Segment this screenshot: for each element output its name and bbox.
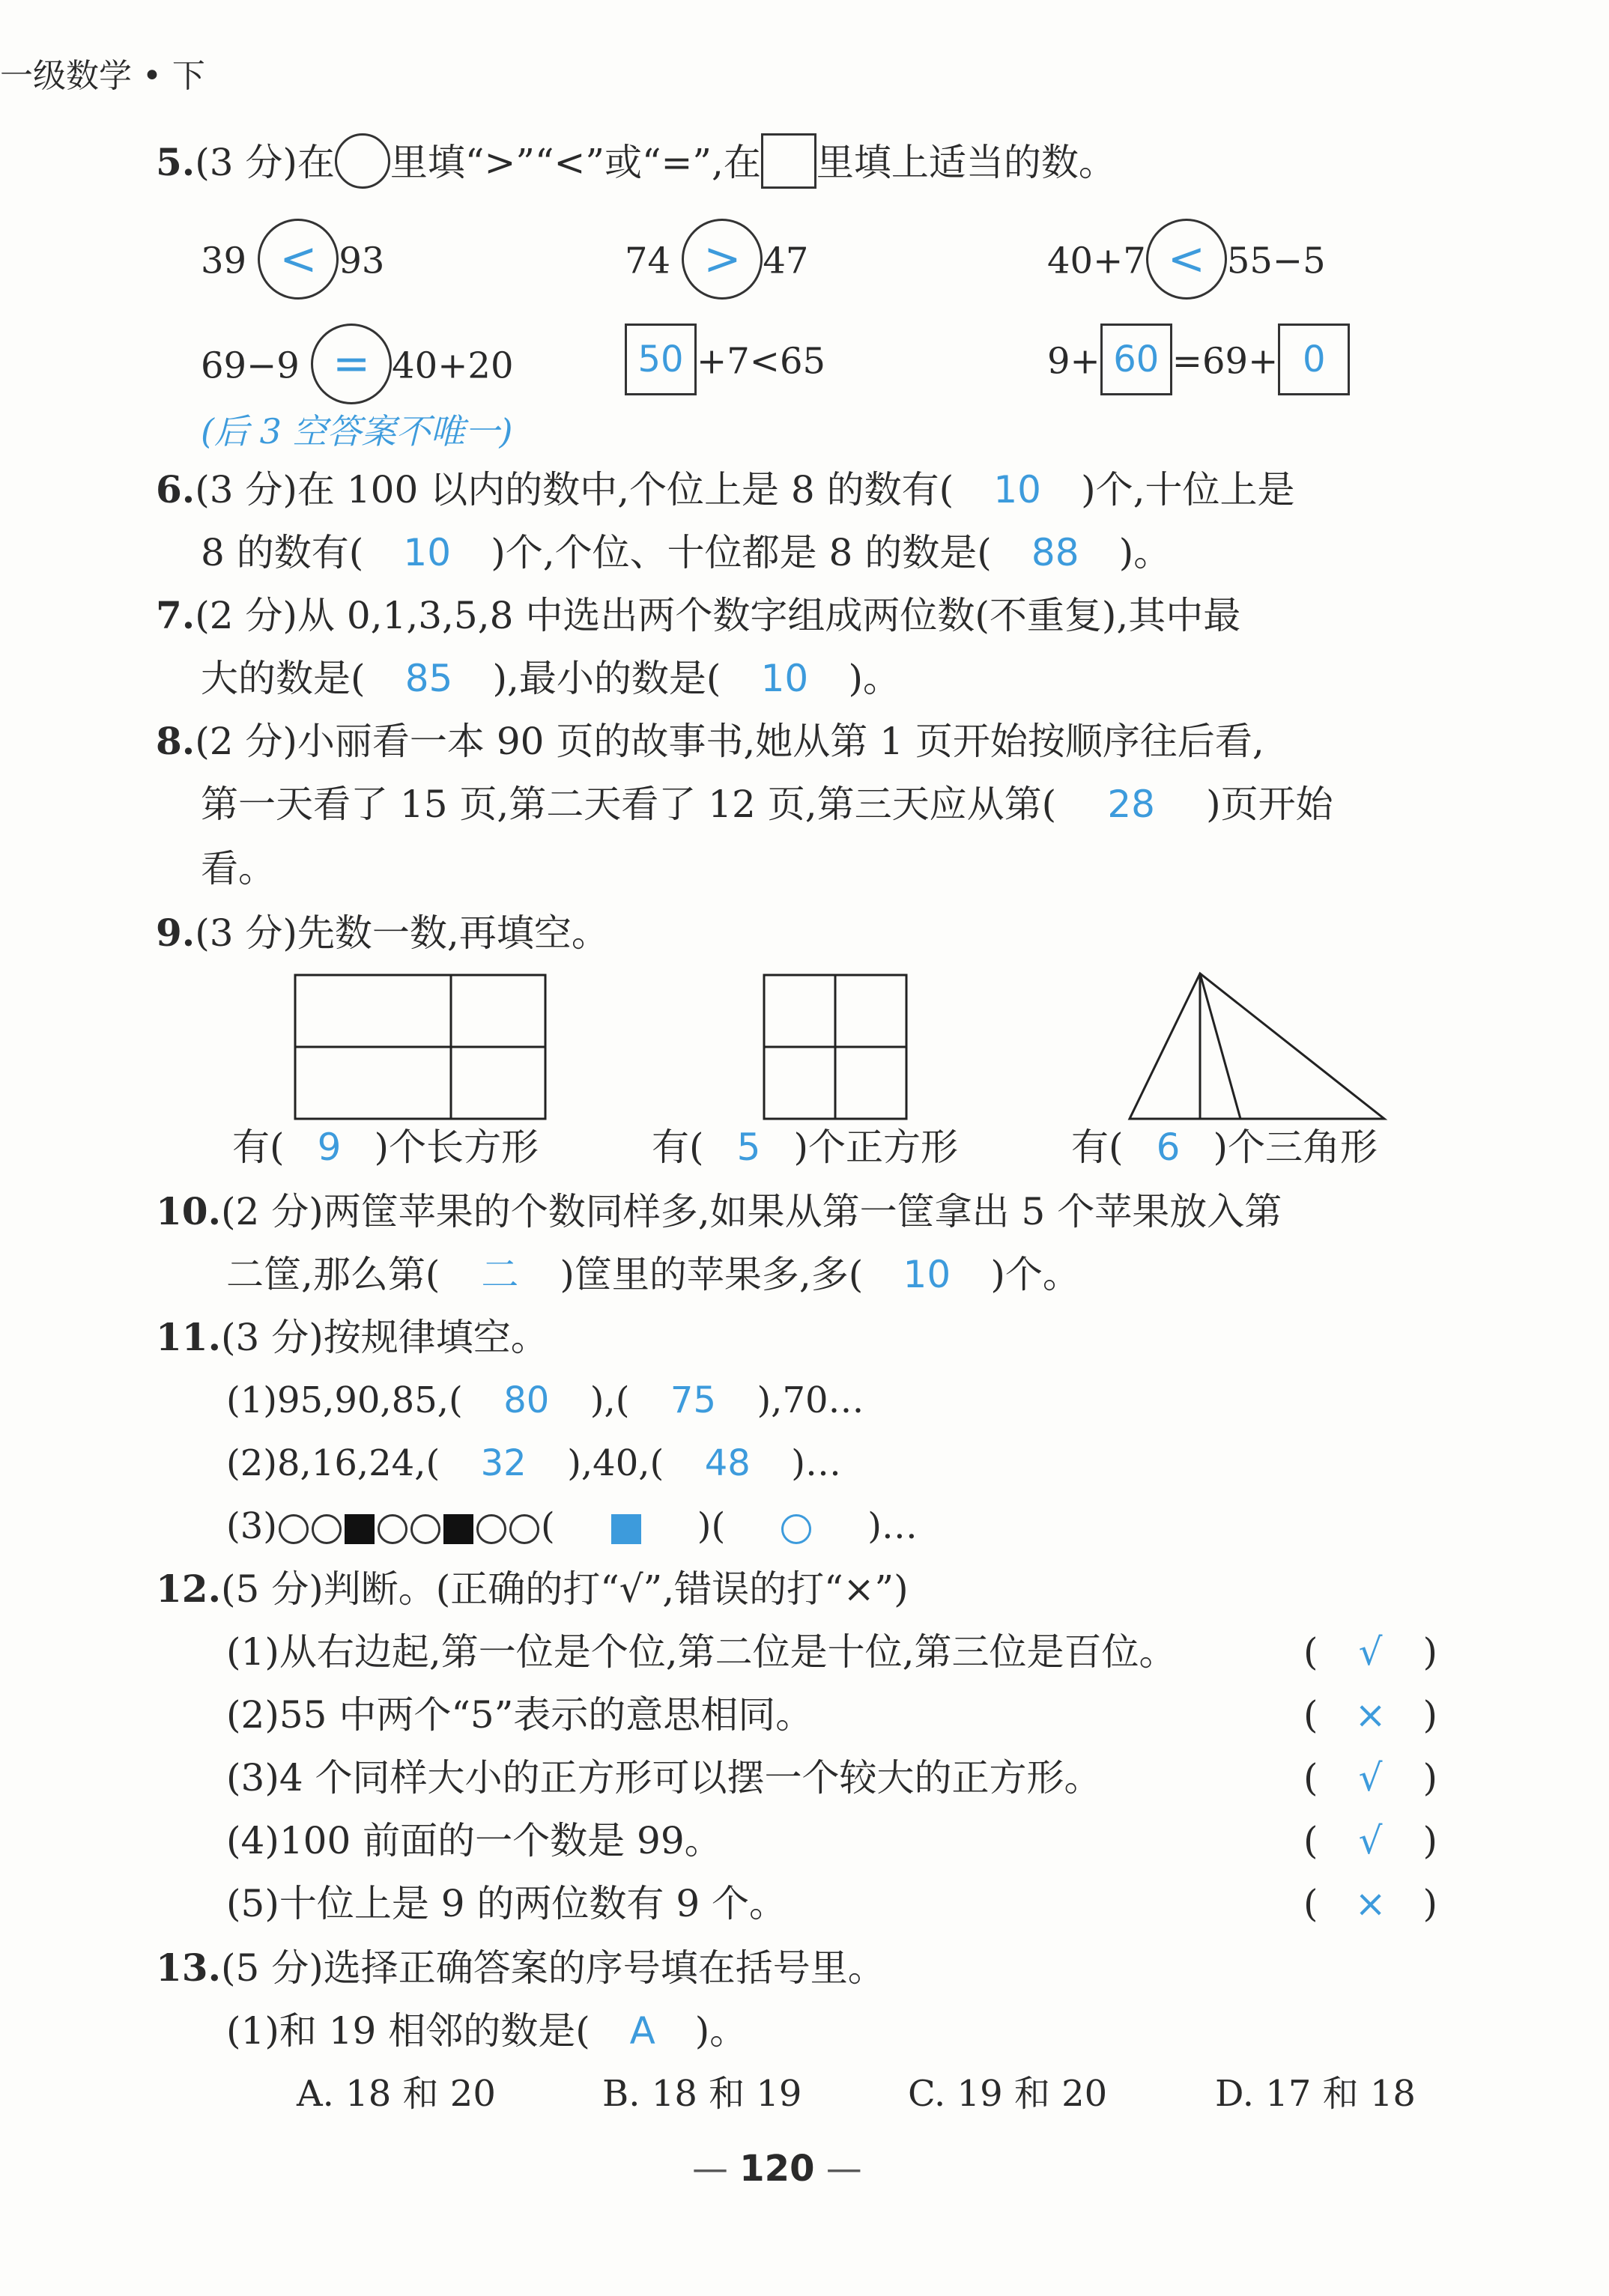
rectangle-figure xyxy=(295,975,545,1119)
answer-circle-icon xyxy=(781,1514,811,1544)
page-number: — 120 — xyxy=(692,2148,862,2190)
answer-blank[interactable] xyxy=(555,1504,697,1549)
answer-circle[interactable]: = xyxy=(311,324,392,404)
q9-answer-3: 有( 6 )个三角形 xyxy=(1071,1126,1378,1169)
triangle-figure xyxy=(1130,974,1384,1119)
answer-blank[interactable]: × xyxy=(1354,1693,1387,1737)
answer-blank[interactable]: 88 xyxy=(1031,531,1079,574)
q11-seq-1: (1)95,90,85,( 80 ),( 75 ),70… xyxy=(226,1379,864,1421)
answer-blank[interactable]: 10 xyxy=(403,531,452,574)
q5-cmp-2: 74 > 47 xyxy=(625,223,808,304)
q12-item-mark: ( × ) xyxy=(1303,1693,1438,1737)
q9-figures xyxy=(285,966,1408,1131)
q13-option-b[interactable]: B. 18 和 19 xyxy=(602,2073,802,2115)
q11-seq-2: (2)8,16,24,( 32 ),40,( 48 )… xyxy=(226,1442,841,1484)
answer-blank[interactable]: 28 xyxy=(1107,783,1155,826)
circle-shape-icon xyxy=(509,1514,539,1544)
q10-line-2: 二筐,那么第( 二 )筐里的苹果多,多( 10 )个。 xyxy=(226,1253,1080,1296)
q13-prompt: 13.(5 分)选择正确答案的序号填在括号里。 xyxy=(156,1946,885,1990)
circle-placeholder-icon xyxy=(335,133,390,189)
q6-line-2: 8 的数有( 10 )个,个位、十位都是 8 的数是( 88 )。 xyxy=(201,531,1172,574)
q8-line-1: 8.(2 分)小丽看一本 90 页的故事书,她从第 1 页开始按顺序往后看, xyxy=(156,719,1264,763)
answer-blank[interactable]: A xyxy=(629,2009,655,2053)
answer-blank[interactable]: 5 xyxy=(736,1126,761,1169)
circle-shape-icon xyxy=(476,1514,506,1544)
q5-prompt: 5.(3 分)在 里填“>”“<”或“=”,在 里填上适当的数。 xyxy=(156,138,1116,193)
q7-line-1: 7.(2 分)从 0,1,3,5,8 中选出两个数字组成两位数(不重复),其中最 xyxy=(156,593,1241,637)
q12-item-mark: ( × ) xyxy=(1303,1882,1438,1925)
answer-blank[interactable]: 75 xyxy=(670,1379,716,1421)
circle-shape-icon xyxy=(378,1514,407,1544)
q5-cmp-1: 39 < 93 xyxy=(201,223,384,304)
q12-item-text: (3)4 个同样大小的正方形可以摆一个较大的正方形。 xyxy=(226,1756,1102,1800)
q12-item-mark: ( √ ) xyxy=(1303,1630,1438,1674)
answer-blank[interactable] xyxy=(725,1504,867,1549)
box-placeholder-icon xyxy=(761,133,816,189)
q5-number: 5. xyxy=(156,140,196,184)
answer-blank[interactable]: √ xyxy=(1358,1819,1383,1862)
q9-answer-2: 有( 5 )个正方形 xyxy=(652,1126,959,1169)
answer-box[interactable]: 50 xyxy=(625,324,697,395)
q12-item-text: (2)55 中两个“5”表示的意思相同。 xyxy=(226,1693,813,1737)
answer-blank[interactable]: 9 xyxy=(317,1126,342,1169)
answer-blank[interactable]: √ xyxy=(1358,1756,1383,1800)
square-figure xyxy=(764,975,906,1119)
q8-line-3: 看。 xyxy=(201,847,276,890)
circle-shape-icon xyxy=(279,1514,309,1544)
answer-circle[interactable]: < xyxy=(1146,219,1227,300)
q12-item-text: (5)十位上是 9 的两位数有 9 个。 xyxy=(226,1882,787,1925)
answer-blank[interactable]: 48 xyxy=(704,1442,751,1484)
q5-cmp-3: 40+7 < 55−5 xyxy=(1047,223,1326,304)
q6-line-1: 6.(3 分)在 100 以内的数中,个位上是 8 的数有( 10 )个,十位上是 xyxy=(156,467,1295,511)
answer-square-icon xyxy=(611,1514,641,1544)
q12-prompt: 12.(5 分)判断。(正确的打“√”,错误的打“×”) xyxy=(156,1567,909,1611)
q13-option-a[interactable]: A. 18 和 20 xyxy=(297,2073,496,2115)
circle-shape-icon xyxy=(410,1514,440,1544)
q5-fill-1: 50 +7<65 xyxy=(625,328,825,400)
circle-shape-icon xyxy=(312,1514,342,1544)
q12-item-text: (1)从右边起,第一位是个位,第二位是十位,第三位是百位。 xyxy=(226,1630,1177,1674)
q13-option-d[interactable]: D. 17 和 18 xyxy=(1215,2073,1416,2115)
answer-box[interactable]: 60 xyxy=(1100,324,1172,395)
answer-blank[interactable]: × xyxy=(1354,1882,1387,1925)
q8-line-2: 第一天看了 15 页,第二天看了 12 页,第三天应从第( 28 )页开始 xyxy=(201,783,1333,826)
q13-option-c[interactable]: C. 19 和 20 xyxy=(908,2073,1108,2115)
answer-blank[interactable]: √ xyxy=(1358,1630,1383,1674)
q5-hint: (后 3 空答案不唯一) xyxy=(201,411,513,452)
q10-line-1: 10.(2 分)两筐苹果的个数同样多,如果从第一筐拿出 5 个苹果放入第 xyxy=(156,1189,1282,1233)
q12-item-mark: ( √ ) xyxy=(1303,1756,1438,1800)
q12-item-text: (4)100 前面的一个数是 99。 xyxy=(226,1819,722,1862)
q11-seq-3: (3) ( )( )… xyxy=(226,1505,918,1547)
answer-box[interactable]: 0 xyxy=(1278,324,1350,395)
q5-fill-2: 9+ 60 =69+ 0 xyxy=(1047,328,1350,400)
answer-blank[interactable]: 6 xyxy=(1156,1126,1181,1169)
header-title: 一级数学 • 下 xyxy=(0,57,205,95)
answer-circle[interactable]: > xyxy=(682,219,763,300)
q13-sub-1: (1)和 19 相邻的数是( A )。 xyxy=(226,2009,748,2053)
square-shape-icon xyxy=(443,1514,473,1544)
answer-blank[interactable]: 10 xyxy=(993,468,1041,511)
answer-blank[interactable]: 10 xyxy=(760,657,809,700)
q11-prompt: 11.(3 分)按规律填空。 xyxy=(156,1315,548,1359)
answer-circle[interactable]: < xyxy=(258,219,339,300)
q5-cmp-4: 69−9 = 40+20 xyxy=(201,328,513,409)
q12-item-mark: ( √ ) xyxy=(1303,1819,1438,1862)
answer-blank[interactable]: 二 xyxy=(481,1253,519,1296)
q9-answer-1: 有( 9 )个长方形 xyxy=(232,1126,539,1169)
square-shape-icon xyxy=(345,1514,375,1544)
answer-blank[interactable]: 80 xyxy=(503,1379,550,1421)
q7-line-2: 大的数是( 85 ),最小的数是( 10 )。 xyxy=(201,657,900,700)
answer-blank[interactable]: 85 xyxy=(404,657,453,700)
q9-prompt: 9.(3 分)先数一数,再填空。 xyxy=(156,911,609,955)
answer-blank[interactable]: 10 xyxy=(903,1253,951,1296)
answer-blank[interactable]: 32 xyxy=(480,1442,527,1484)
